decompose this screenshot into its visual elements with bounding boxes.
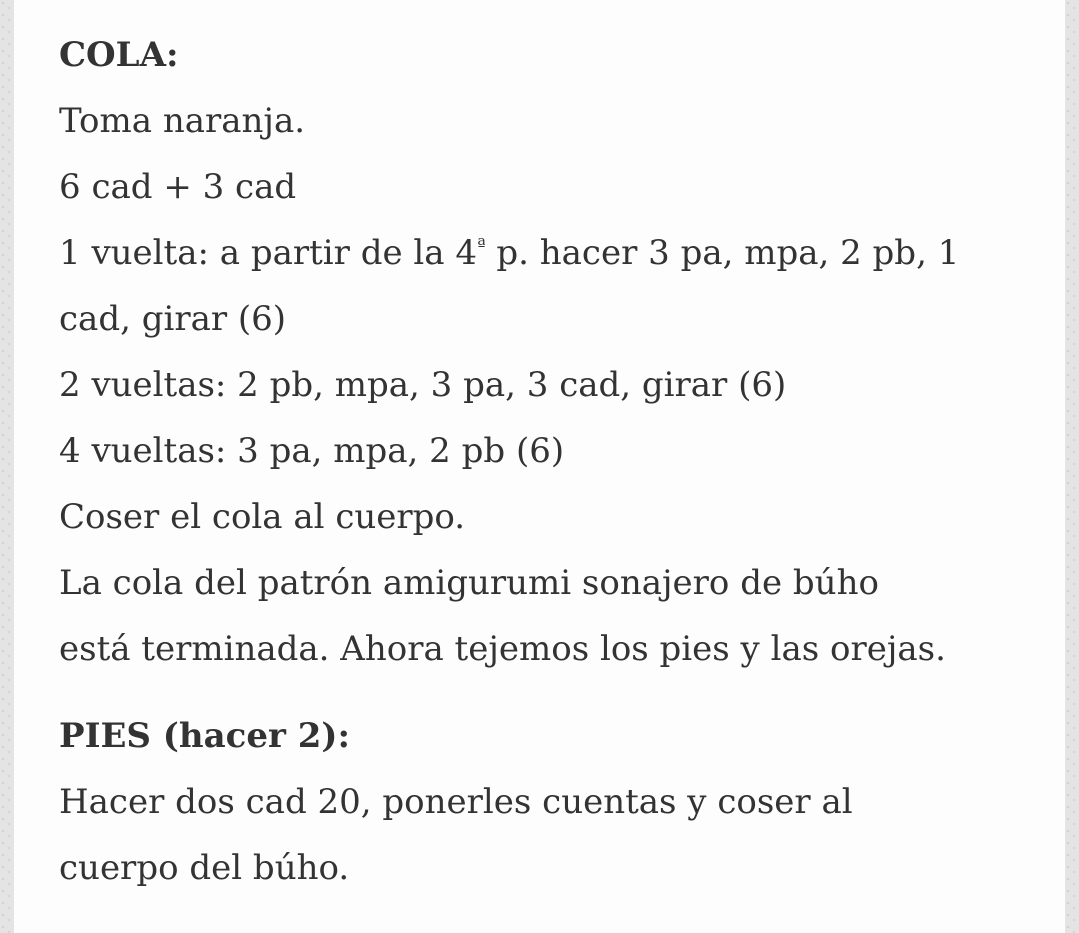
cola-line-1: Toma naranja.: [59, 101, 306, 141]
article-content: [59, 22, 1019, 901]
cola-line-5: Coser el cola al cuerpo.: [59, 497, 466, 537]
article-panel: [14, 0, 1065, 933]
vuelta-1-text-end: p. hacer 3 pa, mpa, 2 pb, 1: [485, 233, 960, 273]
left-background-texture: [0, 0, 14, 933]
pies-line-1: Hacer dos cad 20, ponerles cuentas y coser al: [59, 782, 853, 822]
pies-line-2: cuerpo del búho.: [59, 848, 350, 888]
pies-heading: PIES (hacer 2):: [59, 716, 350, 756]
cola-line-4: 4 vueltas: 3 pa, mpa, 2 pb (6): [59, 431, 565, 471]
section-spacer: [59, 682, 1019, 703]
cola-line-2: 6 cad + 3 cad: [59, 167, 297, 207]
cola-vuelta-1-line: [59, 220, 1019, 286]
cola-vuelta-1-continuation: cad, girar (6): [59, 299, 287, 339]
vuelta-1-text-start: 1 vuelta: a partir de la 4: [59, 233, 477, 273]
right-background-texture: [1065, 0, 1079, 933]
cola-line-6: La cola del patrón amigurumi sonajero de búho: [59, 563, 879, 603]
ordinal-indicator: ª: [476, 235, 486, 257]
cola-line-7: está terminada. Ahora tejemos los pies y las orejas.: [59, 629, 946, 669]
cola-heading: COLA:: [59, 35, 179, 75]
cola-line-3: 2 vueltas: 2 pb, mpa, 3 pa, 3 cad, girar (6): [59, 365, 787, 405]
